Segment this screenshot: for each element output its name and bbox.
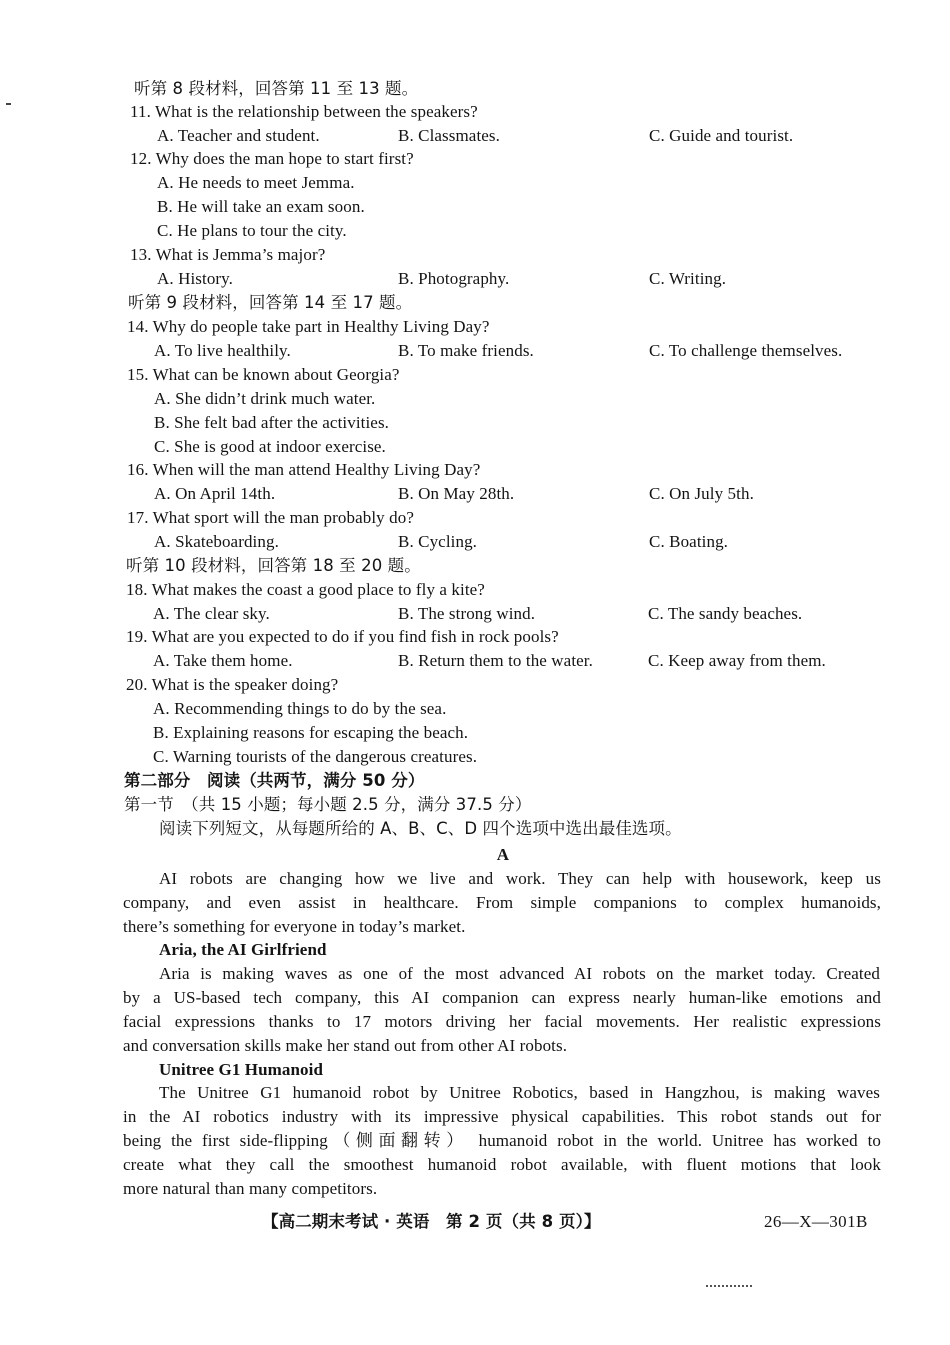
question-12-stem: 12. Why does the man hope to start first? <box>130 149 414 168</box>
passage-letter: A <box>496 845 510 864</box>
question-17-option-b: B. Cycling. <box>398 532 478 551</box>
section-10-header: 听第 10 段材料，回答第 18 至 20 题。 <box>126 556 421 575</box>
intro-line-1: AI robots are changing how we live and work. They can help with housework, keep us <box>159 869 881 888</box>
aria-line-4: and conversation skills make her stand out from other AI robots. <box>123 1036 568 1055</box>
question-19-stem: 19. What are you expected to do if you find fish in rock pools? <box>126 627 559 646</box>
question-12-option-a: A. He needs to meet Jemma. <box>157 173 355 192</box>
question-14-option-a: A. To live healthily. <box>154 341 291 360</box>
question-13-stem: 13. What is Jemma’s major? <box>130 245 326 264</box>
question-18-option-b: B. The strong wind. <box>398 604 536 623</box>
question-18-stem: 18. What makes the coast a good place to fly a kite? <box>126 580 485 599</box>
section-8-header: 听第 8 段材料，回答第 11 至 13 题。 <box>134 79 419 98</box>
question-16-stem: 16. When will the man attend Healthy Living Day? <box>127 460 481 479</box>
question-19-option-a: A. Take them home. <box>153 651 293 670</box>
question-17-stem: 17. What sport will the man probably do? <box>127 508 414 527</box>
unitree-line-2: in the AI robotics industry with its impressive physical capabilities. This robot stands out for <box>123 1107 881 1126</box>
aria-line-3: facial expressions thanks to 17 motors driving her facial movements. Her realistic expressions <box>123 1012 881 1031</box>
scan-smudge <box>6 103 11 105</box>
question-15-option-b: B. She felt bad after the activities. <box>154 413 390 432</box>
question-17-option-a: A. Skateboarding. <box>154 532 279 551</box>
question-16-option-c: C. On July 5th. <box>649 484 754 503</box>
question-15-option-a: A. She didn’t drink much water. <box>154 389 376 408</box>
aria-line-1: Aria is making waves as one of the most advanced AI robots on the market today. Created <box>159 964 880 983</box>
scan-mark <box>706 1285 752 1290</box>
question-19-option-c: C. Keep away from them. <box>648 651 826 670</box>
page-footer-code: 26—X—301B <box>764 1212 868 1231</box>
section-9-header: 听第 9 段材料，回答第 14 至 17 题。 <box>128 293 413 312</box>
question-12-option-c: C. He plans to tour the city. <box>157 221 347 240</box>
question-13-option-a: A. History. <box>157 269 234 288</box>
question-18-option-a: A. The clear sky. <box>153 604 270 623</box>
question-15-stem: 15. What can be known about Georgia? <box>127 365 400 384</box>
question-11-option-b: B. Classmates. <box>398 126 500 145</box>
question-11-stem: 11. What is the relationship between the speakers? <box>130 102 478 121</box>
unitree-heading: Unitree G1 Humanoid <box>159 1060 324 1079</box>
question-11-option-c: C. Guide and tourist. <box>649 126 794 145</box>
question-19-option-b: B. Return them to the water. <box>398 651 593 670</box>
reading-instruction: 阅读下列短文，从每题所给的 A、B、C、D 四个选项中选出最佳选项。 <box>159 819 682 838</box>
question-16-option-a: A. On April 14th. <box>154 484 276 503</box>
question-13-option-b: B. Photography. <box>398 269 510 288</box>
aria-heading: Aria, the AI Girlfriend <box>159 940 327 959</box>
question-13-option-c: C. Writing. <box>649 269 727 288</box>
question-20-option-a: A. Recommending things to do by the sea. <box>153 699 447 718</box>
unitree-line-3: being the first side-flipping（侧面翻转） humanoid robot in the world. Unitree has worked to <box>123 1131 881 1150</box>
question-14-stem: 14. Why do people take part in Healthy Living Day? <box>127 317 490 336</box>
question-15-option-c: C. She is good at indoor exercise. <box>154 437 386 456</box>
page-footer-title: 【高二期末考试 · 英语 第 2 页（共 8 页）】 <box>262 1212 601 1231</box>
reading-part-title: 第二部分 阅读（共两节，满分 50 分） <box>124 771 425 790</box>
question-14-option-c: C. To challenge themselves. <box>649 341 843 360</box>
question-16-option-b: B. On May 28th. <box>398 484 515 503</box>
intro-line-3: there’s something for everyone in today’s market. <box>123 917 466 936</box>
question-20-option-b: B. Explaining reasons for escaping the beach. <box>153 723 469 742</box>
unitree-line-4: create what they call the smoothest humanoid robot available, with fluent motions that look <box>123 1155 881 1174</box>
question-14-option-b: B. To make friends. <box>398 341 534 360</box>
question-20-option-c: C. Warning tourists of the dangerous creatures. <box>153 747 478 766</box>
question-12-option-b: B. He will take an exam soon. <box>157 197 365 216</box>
intro-line-2: company, and even assist in healthcare. From simple companions to complex humanoids, <box>123 893 881 912</box>
question-11-option-a: A. Teacher and student. <box>157 126 320 145</box>
question-17-option-c: C. Boating. <box>649 532 729 551</box>
unitree-line-5: more natural than many competitors. <box>123 1179 378 1198</box>
aria-line-2: by a US-based tech company, this AI companion can express nearly human-like emotions and <box>123 988 881 1007</box>
question-20-stem: 20. What is the speaker doing? <box>126 675 339 694</box>
reading-section-1-title: 第一节 （共 15 小题；每小题 2.5 分，满分 37.5 分） <box>124 795 532 814</box>
question-18-option-c: C. The sandy beaches. <box>648 604 803 623</box>
unitree-line-1: The Unitree G1 humanoid robot by Unitree Robotics, based in Hangzhou, is making waves <box>159 1083 880 1102</box>
